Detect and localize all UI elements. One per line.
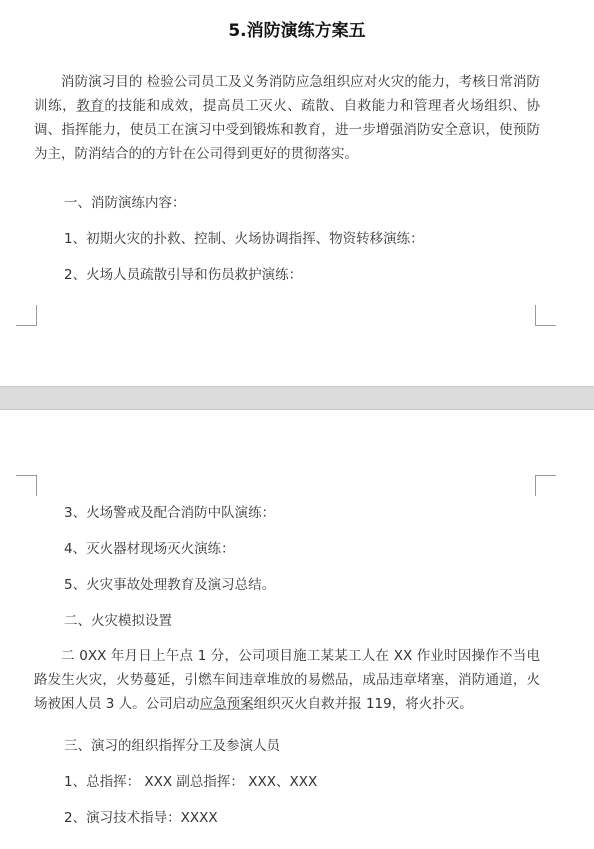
scenario-text-part1: 二 0XX 年月日上午点 1 分，公司项目施工某某工人在 XX 作业时因操作不当电路发生火灾，火势蔓延，引燃车间违章堆放的易燃品，成品违章堵塞，消防通道，火场被困人员 3 人。公司启动 — [34, 648, 540, 712]
list-item: 1、总指挥： XXX 副总指挥： XXX、XXX — [64, 774, 318, 790]
list-item: 1、初期火灾的扑救、控制、火场协调指挥、物资转移演练： — [64, 231, 424, 247]
page-break-gap — [0, 386, 594, 410]
intro-paragraph — [34, 70, 540, 166]
intro-text-part2: 的技能和成效，提高员工灭火、疏散、自救能力和管理者火场组织、协调、指挥能力，使员工在演习中受到锻炼和教育，进一步增强消防安全意识，使预防为主，防消结合的的方针在公司得到更好的贯彻落实。 — [34, 98, 541, 162]
page-margin-corner-top-right — [535, 475, 556, 496]
emergency-plan-link[interactable]: 应急预案 — [199, 696, 254, 712]
list-item: 2、火场人员疏散引导和伤员救护演练： — [64, 267, 303, 283]
list-item: 4、灭火器材现场灭火演练： — [64, 541, 235, 557]
list-item: 5、火灾事故处理教育及演习总结。 — [64, 577, 276, 593]
page-margin-corner-bottom-right — [535, 305, 556, 326]
page-margin-corner-top-left — [16, 475, 37, 496]
section-heading-organization: 三、演习的组织指挥分工及参演人员 — [64, 738, 280, 754]
document-page-2 — [0, 410, 594, 849]
intro-text-part1: 消防演习目的 检验公司员工及义务消防应急组织应对火灾的能力，考核日常消防训练， — [34, 74, 540, 114]
scenario-paragraph — [34, 644, 540, 716]
list-item: 2、演习技术指导：XXXX — [64, 810, 218, 826]
section-heading-drill-content: 一、消防演练内容： — [64, 195, 186, 211]
document-page-1 — [0, 0, 594, 386]
section-heading-fire-simulation: 二、火灾模拟设置 — [64, 613, 172, 629]
scenario-text-part2: 组织灭火自救并报 119，将火扑灭。 — [253, 696, 473, 712]
document-title: 5.消防演练方案五 — [228, 21, 366, 41]
education-link[interactable]: 教育 — [76, 98, 105, 114]
page-margin-corner-bottom-left — [16, 305, 37, 326]
list-item: 3、火场警戒及配合消防中队演练： — [64, 505, 276, 521]
